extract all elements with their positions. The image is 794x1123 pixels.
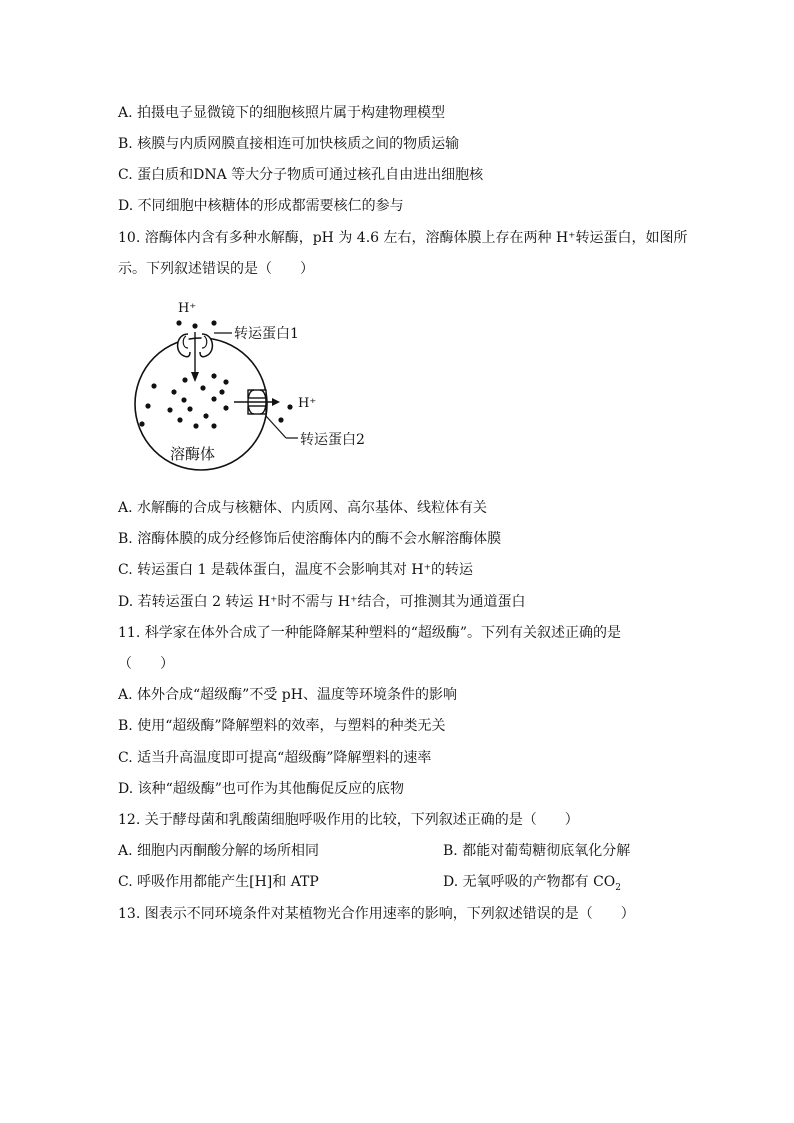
q9-option-c: C. 蛋白质和DNA 等大分子物质可通过核孔自由进出细胞核	[118, 167, 484, 183]
co2-subscript: 2	[615, 882, 621, 893]
h-ion-top-label: H⁺	[178, 301, 197, 316]
q9-option-d: D. 不同细胞中核糖体的形成都需要核仁的参与	[118, 198, 404, 214]
q10-stem-line1: 10. 溶酶体内含有多种水解酶，pH 为 4.6 左右，溶酶体膜上存在两种 H⁺转运蛋白，如图所	[118, 230, 688, 246]
q9-option-b: B. 核膜与内质网膜直接相连可加快核质之间的物质运输	[118, 136, 460, 152]
transport-protein-2-icon	[234, 390, 280, 414]
q9-option-a: A. 拍摄电子显微镜下的细胞核照片属于构建物理模型	[118, 105, 446, 121]
q11-option-b: B. 使用“超级酶”降解塑料的效率，与塑料的种类无关	[118, 718, 446, 734]
q10-option-d: D. 若转运蛋白 2 转运 H⁺时不需与 H⁺结合，可推测其为通道蛋白	[118, 594, 526, 610]
q12-option-d-text: D. 无氧呼吸的产物都有 CO	[443, 874, 616, 890]
internal-proton-dots	[139, 373, 228, 428]
q10-option-a: A. 水解酶的合成与核糖体、内质网、高尔基体、线粒体有关	[118, 500, 488, 516]
q11-option-c: C. 适当升高温度即可提高“超级酶”降解塑料的速率	[118, 750, 432, 766]
q12-option-c: C. 呼吸作用都能产生[H]和 ATP	[118, 874, 319, 890]
q11-option-d: D. 该种“超级酶”也可作为其他酶促反应的底物	[118, 781, 404, 797]
q12-option-a: A. 细胞内丙酮酸分解的场所相同	[118, 843, 320, 859]
transport-protein-1-icon	[178, 323, 213, 382]
q11-stem-line2: （ ）	[118, 656, 174, 672]
transport-protein-1-label: 转运蛋白1	[234, 326, 299, 342]
q12-stem: 12. 关于酵母菌和乳酸菌细胞呼吸作用的比较，下列叙述正确的是（ ）	[118, 812, 579, 828]
lysosome-figure	[118, 296, 368, 474]
lysosome-label: 溶酶体	[170, 445, 216, 463]
q11-stem-line1: 11. 科学家在体外合成了一种能降解某种塑料的“超级酶”。下列有关叙述正确的是	[118, 625, 622, 641]
q12-option-d	[443, 872, 621, 892]
q10-stem-line2: 示。下列叙述错误的是（ ）	[118, 261, 314, 277]
q10-option-c: C. 转运蛋白 1 是载体蛋白，温度不会影响其对 H⁺的转运	[118, 562, 473, 578]
q13-stem: 13. 图表示不同环境条件对某植物光合作用速率的影响，下列叙述错误的是（ ）	[118, 906, 635, 922]
h-ion-right-label: H⁺	[298, 396, 317, 411]
q10-option-b: B. 溶酶体膜的成分经修饰后使溶酶体内的酶不会水解溶酶体膜	[118, 531, 502, 547]
q12-option-b: B. 都能对葡萄糖彻底氧化分解	[443, 843, 631, 859]
q11-option-a: A. 体外合成“超级酶”不受 pH、温度等环境条件的影响	[118, 687, 457, 703]
transport-protein-2-label: 转运蛋白2	[300, 432, 365, 448]
